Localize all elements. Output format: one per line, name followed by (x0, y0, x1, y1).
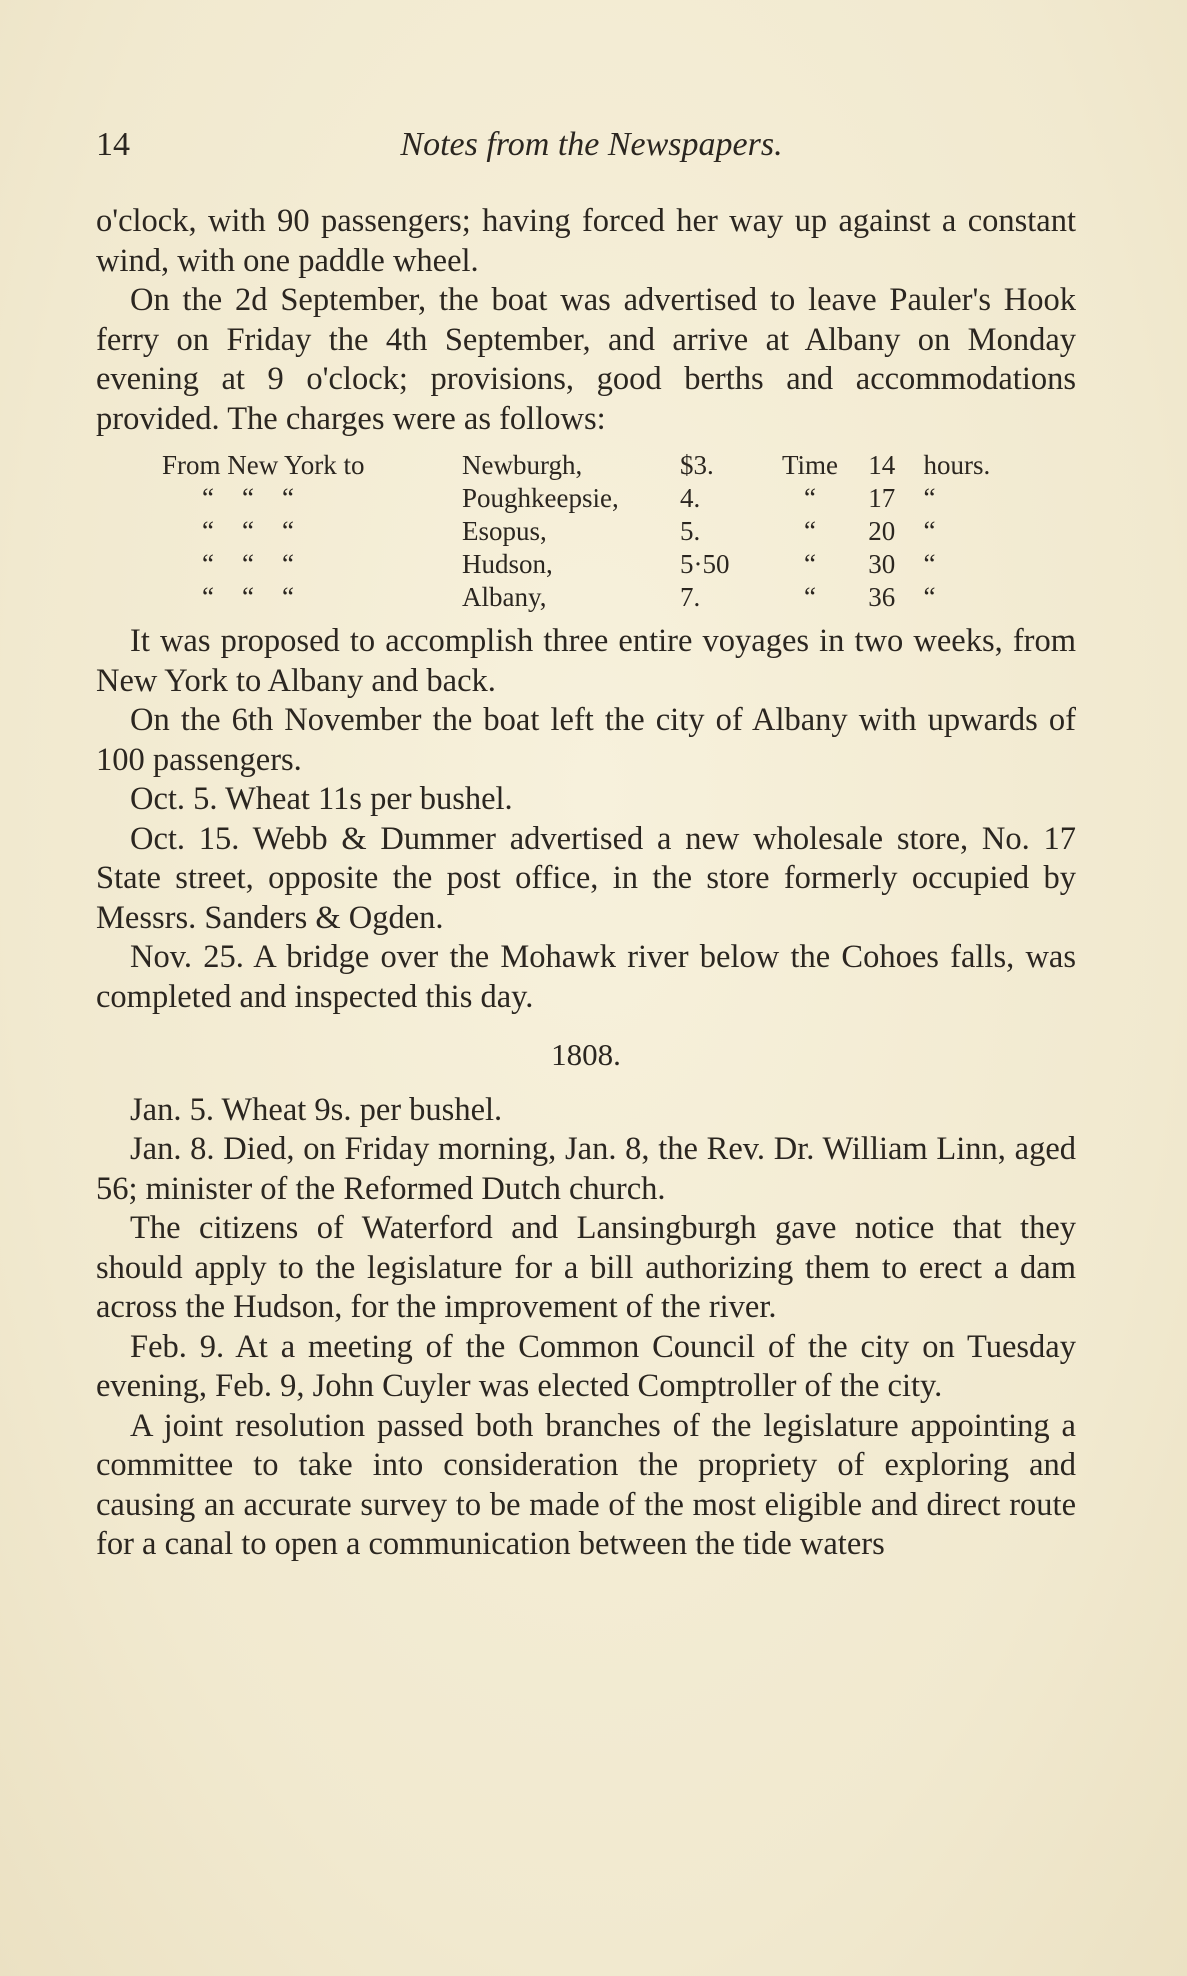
hours-value: 20 (868, 516, 896, 546)
ditto-mark: “ (923, 549, 936, 579)
paragraph: Jan. 5. Wheat 9s. per bushel. (130, 1091, 503, 1128)
origin-ditto (162, 482, 462, 515)
running-title: Notes from the Newspapers. (400, 126, 783, 163)
travel-time (780, 449, 1032, 482)
origin-ditto (162, 515, 462, 548)
fare: 7. (680, 582, 701, 612)
fare: 4. (680, 483, 701, 513)
page-number: 14 (96, 126, 130, 163)
ditto-mark: “ (282, 483, 294, 513)
destination: Poughkeepsie, (462, 483, 619, 513)
travel-time (780, 548, 1032, 581)
fare-table-row (162, 482, 1032, 515)
destination: Hudson, (462, 549, 553, 579)
time-label: Time (781, 450, 839, 480)
ditto-mark: “ (242, 483, 254, 513)
ditto-mark: “ (202, 483, 214, 513)
year-heading: 1808. (551, 1037, 621, 1072)
origin-label: From New York to (162, 450, 365, 480)
paragraph: Feb. 9. At a meeting of the Common Council of the city on Tuesday evening, Feb. 9, John Cuyler was elected Comptroller of the city. (96, 1328, 1076, 1404)
paragraph: Oct. 15. Webb & Dummer advertised a new wholesale store, No. 17 State street, opposite the post office, in the store formerly occupied by Messrs. Sanders & Ogden. (96, 820, 1076, 936)
ditto-mark: “ (804, 483, 816, 513)
destination: Esopus, (462, 516, 547, 546)
ditto-mark: “ (923, 483, 936, 513)
fare-table-row (162, 449, 1032, 482)
ditto-mark: “ (202, 549, 214, 579)
ditto-mark: “ (202, 516, 214, 546)
hours-value: 17 (868, 483, 896, 513)
ditto-mark: “ (923, 582, 936, 612)
destination: Newburgh, (462, 450, 583, 480)
fare: 5. (680, 516, 701, 546)
paragraph: Jan. 8. Died, on Friday morning, Jan. 8, the Rev. Dr. William Linn, aged 56; minister of the Reformed Dutch church. (96, 1131, 1076, 1207)
ditto-mark: “ (242, 582, 254, 612)
destination: Albany, (462, 582, 547, 612)
ditto-mark: “ (202, 582, 214, 612)
ditto-mark: “ (282, 582, 294, 612)
paragraph: Oct. 5. Wheat 11s per bushel. (130, 781, 513, 817)
paragraph: A joint resolution passed both branches of the legislature appointing a committee to take into consideration the propriety of exploring and causing an accurate survey to be made of the most eligible and direct route for a canal to open a communication between the tide waters (96, 1407, 1076, 1562)
ditto-mark: “ (282, 516, 294, 546)
paragraph: Nov. 25. A bridge over the Mohawk river below the Cohoes falls, was completed and inspected this day. (96, 939, 1076, 1015)
paragraph: The citizens of Waterford and Lansingburgh gave notice that they should apply to the legislature for a bill authorizing them to erect a dam across the Hudson, for the improvement of the river. (96, 1210, 1076, 1325)
ditto-mark: “ (804, 516, 816, 546)
fare: 5·50 (680, 549, 730, 579)
origin-ditto (162, 548, 462, 581)
ditto-mark: “ (282, 549, 294, 579)
ditto-mark: “ (923, 516, 936, 546)
paragraph: On the 6th November the boat left the city of Albany with upwards of 100 passengers. (96, 702, 1076, 778)
paragraph: o'clock, with 90 passengers; having forced her way up against a constant wind, with one paddle wheel. (96, 203, 1076, 279)
ditto-mark: “ (242, 516, 254, 546)
paragraph: On the 2d September, the boat was advertised to leave Pauler's Hook ferry on Friday the 4th September, and arrive at Albany on Monday evening at 9 o'clock; provisions, good berths and accommodations provided. The charges were as follows: (96, 282, 1076, 437)
paragraph: It was proposed to accomplish three entire voyages in two weeks, from New York to Albany and back. (96, 623, 1076, 699)
ditto-mark: “ (804, 549, 816, 579)
travel-time (780, 482, 1032, 515)
hours-label: hours. (923, 450, 991, 480)
fare: $3. (680, 450, 714, 480)
hours-value: 36 (868, 582, 896, 612)
fare-table-row (162, 581, 1032, 614)
hours-value: 14 (868, 450, 896, 480)
hours-value: 30 (868, 549, 896, 579)
origin-ditto (162, 581, 462, 614)
ditto-mark: “ (804, 582, 816, 612)
ditto-mark: “ (242, 549, 254, 579)
fare-table-row (162, 548, 1032, 581)
page-header (96, 126, 1087, 172)
fare-table-row (162, 515, 1032, 548)
travel-time (780, 581, 1032, 614)
fare-table (162, 449, 1032, 614)
travel-time (780, 515, 1032, 548)
page-body (96, 202, 1076, 1565)
